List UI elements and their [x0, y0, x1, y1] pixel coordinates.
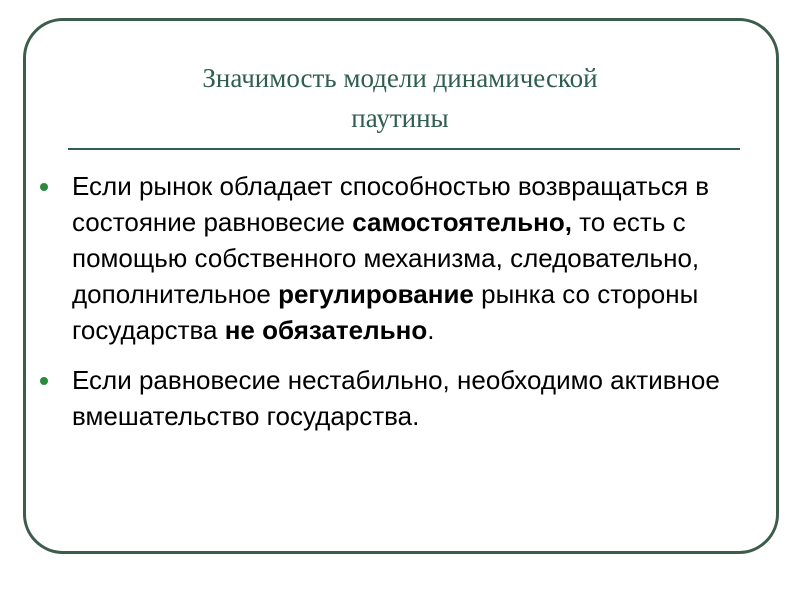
bullet-text-part: рынка со стороны государства [72, 279, 699, 345]
slide-title-line-1: Значимость модели динамической [202, 63, 598, 93]
bullet-list [40, 168, 760, 434]
bullet-bold-term: регулирование [278, 279, 474, 309]
bullet-bold-term: не обязательно [224, 315, 428, 345]
bullet-text-part: Если рынок обладает способностью возвращаться в состояние равновесие [72, 171, 710, 237]
slide-title-line-2: паутины [351, 103, 449, 133]
bullet-text-part: то есть с помощью собственного механизма, следовательно, дополнительное [72, 207, 700, 309]
bullet-dot-icon [40, 377, 48, 385]
bullet-dot-icon [40, 183, 48, 191]
bullet-text-part: . [427, 315, 435, 345]
bullet-item-unstable-equilibrium [40, 362, 760, 434]
title-underline [68, 148, 740, 150]
bullet-bold-term: самостоятельно, [352, 207, 572, 237]
bullet-text: Если равновесие нестабильно, необходимо активное вмешательство государства. [72, 365, 720, 431]
bullet-item-market-self-correcting [40, 168, 760, 348]
slide-title [60, 58, 740, 138]
